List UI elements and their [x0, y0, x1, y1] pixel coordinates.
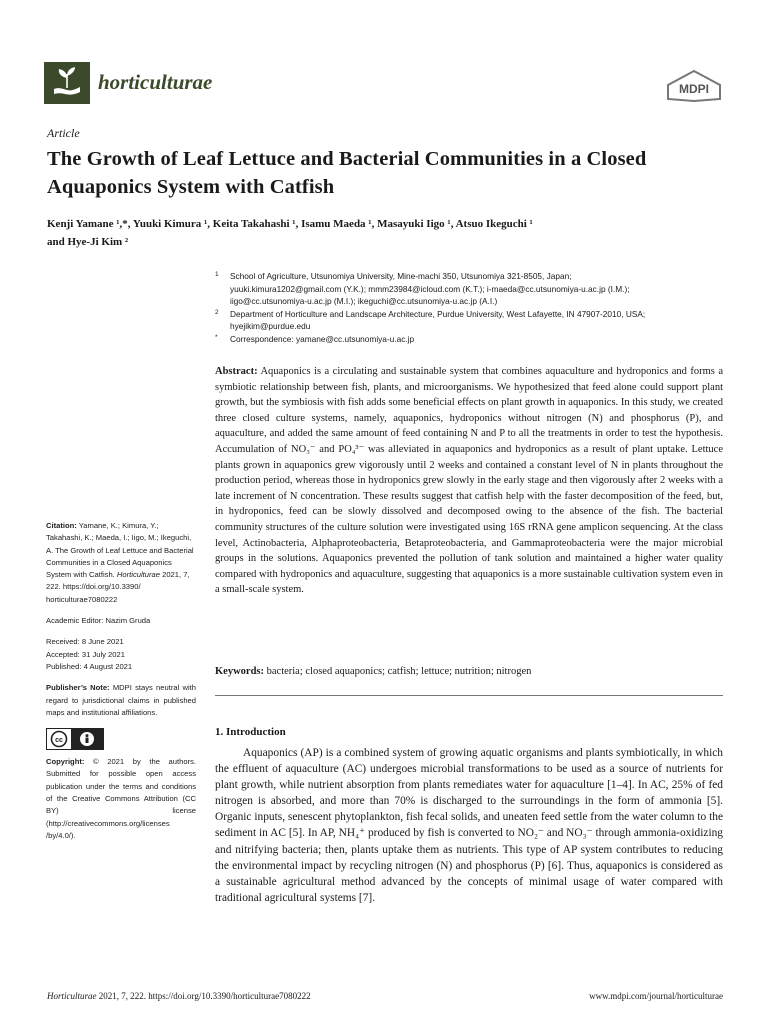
abstract [215, 364, 723, 598]
affiliation-mark: * [215, 333, 218, 341]
affiliation-2 [215, 308, 730, 333]
affiliation-line[interactable]: iigo@cc.utsunomiya-u.ac.jp (M.I.); ikeguchi@cc.utsunomiya-u.ac.jp (A.I.) [230, 296, 498, 306]
author-list [47, 215, 737, 251]
affiliations [215, 270, 730, 345]
plant-hand-icon [44, 62, 90, 104]
citation-block [46, 520, 196, 606]
author-line: Kenji Yamane ¹,*, Yuuki Kimura ¹, Keita Takahashi ¹, Isamu Maeda ¹, Masayuki Iigo ¹, Atsuo Ikeguchi ¹ [47, 218, 533, 230]
accepted-date: Accepted: 31 July 2021 [46, 649, 125, 659]
footer-journal: Horticulturae [47, 991, 97, 1001]
section-heading: 1. Introduction [215, 726, 286, 738]
copyright-label: Copyright: [46, 757, 85, 767]
correspondence-line[interactable]: Correspondence: yamane@cc.utsunomiya-u.ac.jp [230, 333, 415, 344]
published-date: Published: 4 August 2021 [46, 661, 133, 671]
citation-doi[interactable]: 2021, 7, 222. https://doi.org/10.3390/ horticulturae7080222 [46, 570, 190, 604]
affiliation-line: Department of Horticulture and Landscape Architecture, Purdue University, West Lafayette, IN 47907-2010, USA; [230, 308, 646, 319]
divider [215, 695, 723, 696]
cc-icon [50, 730, 68, 748]
abstract-text: Aquaponics is a circulating and sustainable system that combines aquaculture and hydroponics and forms a symbiotic relationship between fish, plants, and microorganisms. We hypothesized that feed alone could support plant growth, but the symbiosis with fish adds some beneficial effects on plant growth in aquaponics. In this study, we created three closed culture systems, namely, aquaponics, hydroponics without nitrogen (N) and phosphorus (P), and aquaculture, and added the same amount of feed containing N and P to all the treatments in order to test the hypothesis. Accumulation of NO₃⁻ and PO₄³⁻ was alleviated in aquaponics and hydroponics as a result of plant uptake. Lettuce plants grown in aquaponics grew vigorously until 2 weeks and contained a constant level of N in plants throughout the production period, whereas those in hydroponics grew slowly in the early stage and then vigorously after 2 weeks with a late increment of N concentration. These results suggest that catfish help with the faster decomposition of the feed, but, in hydroponics, feed can be slowly dissolved and decomposed owing to the absence of the fish. The bacterial community structures of the culture solution were investigated using 16S rRNA gene amplicon sequencing. At the class level, Actinobacteria, Alphaproteobacteria, Betaproteobacteria, and Gammaproteobacteria were the major microbial groups in the solutions. Aquaponics prevented the pollution of tank solution and maintained a higher water quality compared with hydroponics and aquaculture, suggesting that aquaponics is a more sustainable cultivation system even in a small-scale system. [215, 366, 723, 596]
journal-name: horticulturae [98, 70, 213, 94]
affiliation-line[interactable]: hyejikim@purdue.edu [230, 321, 311, 331]
author-line: and Hye-Ji Kim ² [47, 236, 129, 248]
keywords-text: bacteria; closed aquaponics; catfish; lettuce; nutrition; nitrogen [266, 666, 532, 677]
footer-citation[interactable] [47, 991, 311, 1001]
publisher-note [46, 682, 196, 719]
sidebar [46, 520, 196, 851]
footer-doi[interactable]: 2021, 7, 222. https://doi.org/10.3390/horticulturae7080222 [98, 991, 311, 1001]
affiliation-1 [215, 270, 730, 308]
introduction-paragraph: Aquaponics (AP) is a combined system of growing aquatic organisms and plants symbiotically, in which the effluent of aquaculture (AC) undergoes microbial transformations to be used as a source of nutrients for plant growth, while nutrient absorption from plants remediates water for aquaculture [1–4]. In AC, 25% of fed nitrogen is absorbed, and more than 70% is discharged to the surroundings in the form of ammonia [5]. Organic inputs, senescent phytoplankton, fish fecal solids, and uneaten feed settle from the water column to the sediment in AC [5]. In AP, NH₄⁺ produced by fish is converted to NO₂⁻ and NO₃⁻ through ammonia-oxidizing and nitrifying bacteria; then, plants uptake them as nutrients. This type of AP system contributes to reducing the environmental impact by recycling nitrogen (N) and phosphorus (P) [6]. Thus, aquaponics is considered as a sustainable agricultural method advanced by the concepts of minimal usage of water compared with traditional agricultural systems [7]. [215, 747, 723, 904]
affiliation-line[interactable]: yuuki.kimura1202@gmail.com (Y.K.); mmm23984@icloud.com (K.T.); i-maeda@cc.utsunomiya-u.ac.jp (I.M.); [230, 283, 630, 294]
journal-logo [44, 62, 90, 104]
citation-journal: Horticulturae [116, 570, 160, 580]
citation-label: Citation: [46, 521, 77, 530]
publisher-note-text: MDPI stays neutral with regard to jurisdictional claims in published maps and institutional affiliations. [46, 683, 196, 717]
page-title: The Growth of Leaf Lettuce and Bacterial Communities in a Closed Aquaponics System with Catfish [47, 148, 647, 198]
cc-by-license-icon[interactable] [46, 728, 104, 750]
copyright [46, 756, 196, 842]
keywords-label: Keywords: [215, 666, 264, 677]
academic-editor: Academic Editor: Nazim Gruda [46, 616, 151, 626]
keywords [215, 664, 723, 679]
footer-url[interactable]: www.mdpi.com/journal/horticulturae [589, 991, 723, 1001]
svg-text:cc: cc [55, 737, 63, 745]
by-person-icon [79, 731, 95, 747]
citation-text: Yamane, K.; Kimura, Y.; Takahashi, K.; Maeda, I.; Iigo, M.; Ikeguchi, A. The Growth of Leaf Lettuce and Bacterial Communities in a Closed Aquaponics System with Catfish. [46, 521, 194, 580]
dates [46, 636, 196, 673]
affiliation-mark: 1 [215, 271, 219, 278]
correspondence [215, 333, 730, 346]
mdpi-logo [664, 69, 724, 103]
received-date: Received: 8 June 2021 [46, 637, 124, 647]
affiliation-line: School of Agriculture, Utsunomiya University, Mine-machi 350, Utsunomiya 321-8505, Japan; [230, 271, 572, 281]
article-type: Article [47, 126, 80, 140]
copyright-text: © 2021 by the authors. Submitted for possible open access publication under the terms and conditions of the Creative Commons Attribution (CC BY) license (http://creativecommons.org/licenses /by/4.0/). [46, 757, 196, 840]
abstract-label: Abstract: [215, 366, 258, 377]
publisher-name: MDPI [679, 82, 709, 96]
publisher-note-label: Publisher’s Note: [46, 683, 110, 693]
affiliation-mark: 2 [215, 308, 219, 316]
